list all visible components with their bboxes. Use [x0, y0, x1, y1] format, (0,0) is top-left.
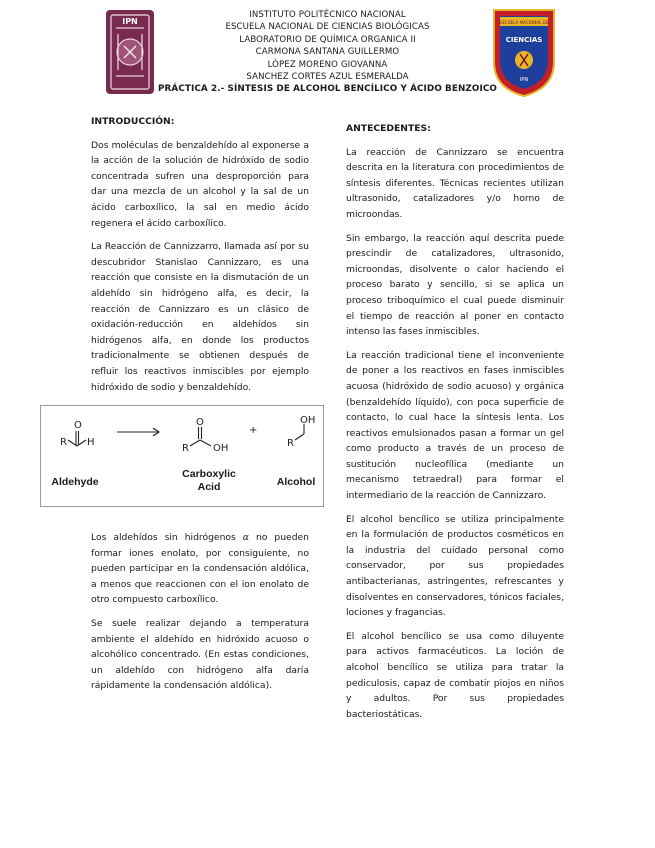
- aldehyde-hydrogen-atom: H: [87, 437, 95, 448]
- plus-sign: +: [249, 425, 258, 436]
- alpha-paragraph-start: Los aldehídos sin hidrógenos: [91, 532, 236, 543]
- alpha-paragraph-end: no pueden formar iones enolato, por consiguiente, no pueden participar en la condensación aldólica, a menos que reaccionen con el ion enolato de otro compuesto carboxílico.: [91, 532, 310, 606]
- introduction-paragraph-1: Dos moléculas de benzaldehído al exponerse a la acción de la solución de hidróxido de sodio concentrada sufren una desproporción para dar una mezcla de un alcohol y la sal de un ácido carboxílico, la sal en medio ácido regenera el ácido carboxílico.: [91, 139, 309, 229]
- antecedents-paragraph-5: El alcohol bencílico se usa como diluyente para activos farmacéuticos. La loción de alcohol bencílico se utiliza para tratar la pediculosis, capaz de combatir piojos en niños y adultos. Por sus propiedades bacteriostáticas.: [346, 630, 564, 720]
- antecedents-section: [346, 121, 564, 730]
- alpha-symbol: α: [242, 532, 250, 543]
- encb-logo: [490, 6, 558, 99]
- antecedents-paragraph-2: Sin embargo, la reacción aquí descrita puede prescindir de catalizadores, ultrasonido, microondas, disolvente o calor haciendo el proceso barato y sencillo, si se aplica un proceso triboquímico el cual puede disminuir el tiempo de reacción al poner en contacto intenso las fases inmiscibles.: [346, 232, 564, 338]
- carboxylic-acid-label: [169, 468, 249, 494]
- header-line-author-2: LÓPEZ MORENO GIOVANNA: [267, 59, 388, 70]
- encb-logo-center-text: CIENCIAS: [505, 36, 543, 44]
- cannizzaro-reaction-scheme: [40, 405, 324, 507]
- alcohol-hydroxyl-group: OH: [300, 415, 316, 426]
- aldehyde-oxygen-atom: O: [74, 420, 82, 431]
- header-line-institute: INSTITUTO POLITÉCNICO NACIONAL: [249, 10, 406, 20]
- header-line-school: ESCUELA NACIONAL DE CIENCIAS BIOLÓGICAS: [225, 22, 430, 33]
- acid-hydroxyl-group: OH: [213, 443, 229, 454]
- antecedents-paragraph-4: El alcohol bencílico se utiliza principalmente en la formulación de productos cosméticos en la industria del cuidado personal como conservador, por sus propiedades antibacterianas, astringentes, refrescantes y disolventes en conservadores, tónicos faciales, lociones y fragancias.: [346, 513, 564, 619]
- encb-logo-banner-text: ESCUELA NACIONAL DE: [499, 20, 549, 25]
- encb-logo-base-text: IPN: [519, 77, 529, 83]
- antecedents-heading: ANTECEDENTES:: [346, 123, 431, 134]
- introduction-paragraph-2: La Reacción de Cannizzarro, llamada así por su descubridor Stanislao Cannizzaro, es una reacción que consiste en la dismutación de un aldehído sin hidrógeno alfa, es decir, la reacción de Cannizzaro es un clásico de oxidación-reducción en aldehídos sin hidrógenos alfa, en donde los productos tradicionalmente se obtienen después de refluir los reactivos inmiscibles por ejemplo hidróxido de sodio y benzaldehído.: [91, 241, 309, 393]
- antecedents-paragraph-3: La reacción tradicional tiene el inconveniente de poner a los reactivos en fases inmiscibles acuosa (hidróxido de sodio acuoso) y orgánica (benzaldehído líquido), con poca superficie de contacto, lo cual hace la síntesis lenta. Los reactivos emulsionados pasan a formar un gel como producto a través de un proceso de sustitución nucleofílica (mediante un mecanismo tetraedral) para formar el intermediario de la reacción de Cannizzaro.: [346, 349, 564, 502]
- header-line-lab: LABORATORIO DE QUÍMICA ORGANICA II: [239, 34, 416, 45]
- alpha-hydrogen-paragraph: [91, 530, 309, 608]
- carboxylic-acid-label-line-2: Acid: [197, 481, 221, 493]
- introduction-continued-section: [91, 530, 309, 702]
- header-line-author-1: CARMONA SANTANA GUILLERMO: [255, 47, 400, 58]
- introduction-heading: INTRODUCCIÓN:: [91, 116, 175, 127]
- carboxylic-acid-label-line-1: Carboxylic: [182, 468, 236, 480]
- alcohol-r-group: R: [287, 438, 294, 449]
- ipn-logo: [104, 8, 156, 96]
- header-line-author-3: SANCHEZ CORTES AZUL ESMERALDA: [246, 72, 409, 83]
- introduction-section: [91, 114, 309, 403]
- encb-logo-graphic: [490, 6, 558, 99]
- aldehyde-label: Aldehyde: [51, 476, 99, 488]
- practice-title: PRÁCTICA 2.- SÍNTESIS DE ALCOHOL BENCÍLICO Y ÁCIDO BENZOICO: [157, 84, 497, 95]
- acid-oxygen-atom: O: [196, 417, 204, 428]
- ipn-logo-text: IPN: [122, 17, 138, 26]
- alcohol-label: Alcohol: [276, 476, 316, 488]
- aldehyde-r-group: R: [60, 437, 67, 448]
- acid-r-group: R: [182, 443, 189, 454]
- reaction-conditions-paragraph: Se suele realizar dejando a temperatura ambiente el aldehído en hidróxido acuoso o alcohólico concentrado. (En estas condiciones, un aldehído con hidrógeno alfa daría rápidamente la condensación aldólica).: [91, 617, 309, 692]
- antecedents-paragraph-1: La reacción de Cannizzaro se encuentra descrita en la literatura con procedimientos de síntesis diferentes. Técnicas recientes utilizan ultrasonido, catalizadores y/o horno de microondas.: [346, 146, 564, 220]
- ipn-logo-graphic: [104, 8, 156, 96]
